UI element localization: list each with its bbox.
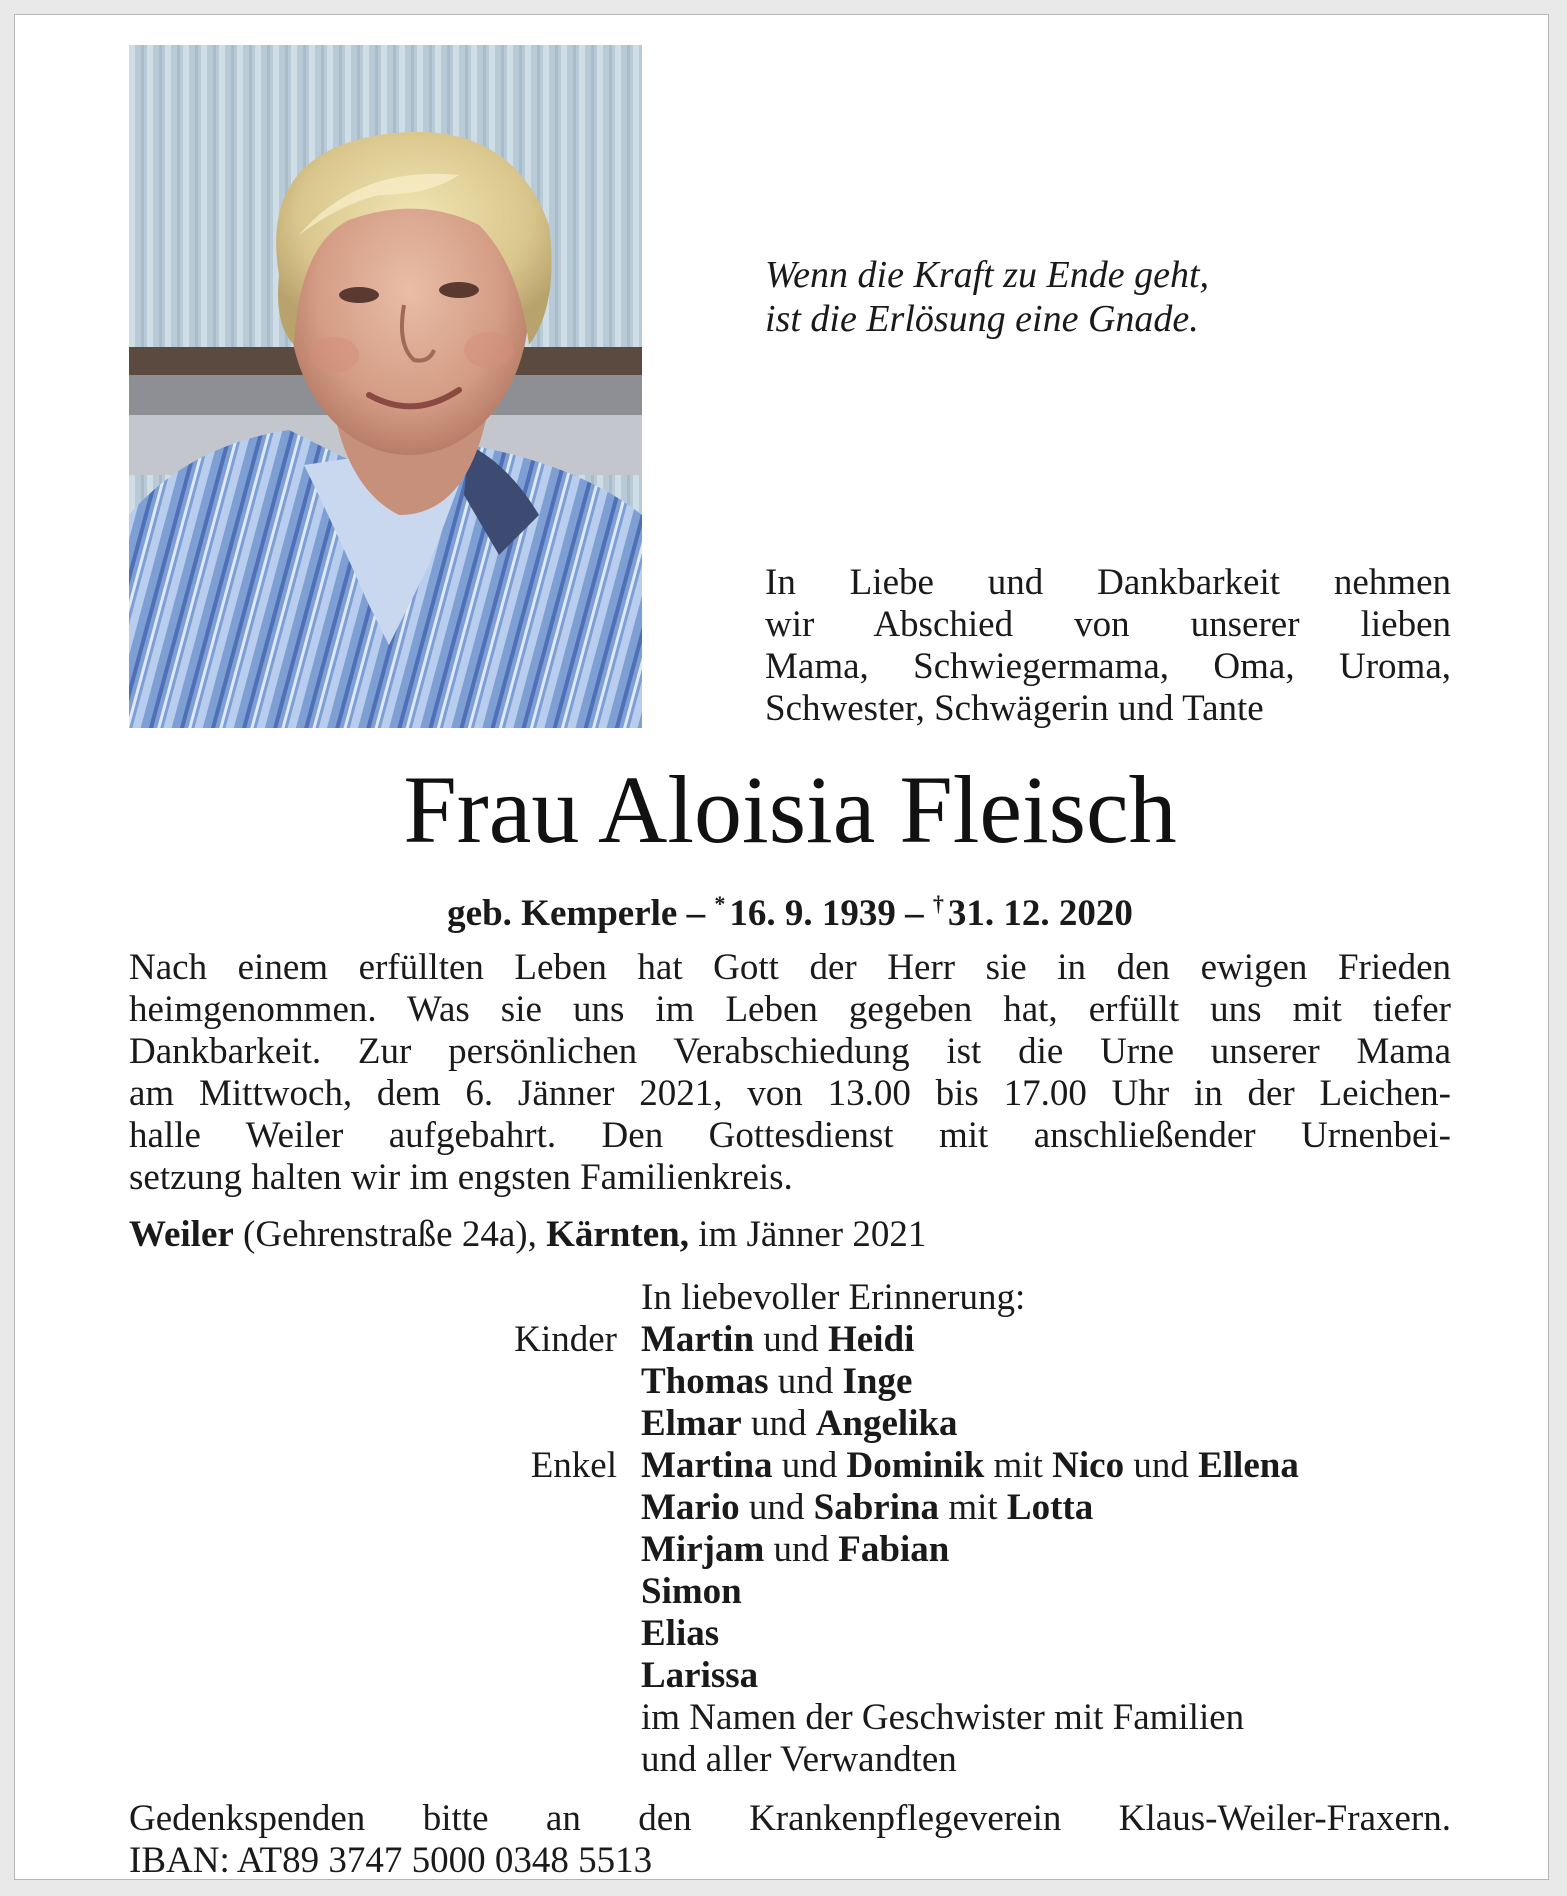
connector: und: [763, 1319, 819, 1360]
great-grandchild-name: Nico: [1052, 1445, 1125, 1486]
family-row: [129, 1361, 1451, 1403]
family-row: [129, 1613, 1451, 1655]
relatives-line: und aller Verwandten: [641, 1739, 957, 1780]
children-pair: [641, 1319, 1451, 1361]
children-label: Kinder: [514, 1319, 617, 1360]
family-row: [129, 1739, 1451, 1781]
address: (Gehrenstraße 24a),: [243, 1214, 537, 1255]
place-date-line: [129, 1214, 1451, 1256]
intro-line: Schwester, Schwägerin und Tante: [765, 688, 1264, 729]
portrait-illustration: [129, 45, 642, 728]
family-heading: In liebevoller Erinnerung:: [641, 1277, 1026, 1318]
life-dates: [129, 883, 1451, 935]
connector: und: [781, 1445, 838, 1486]
partner-name: Angelika: [815, 1403, 958, 1444]
connector: und: [777, 1361, 834, 1402]
grandchild-name: Mirjam: [641, 1529, 765, 1570]
connector: und: [748, 1487, 805, 1528]
grandchildren-group: [641, 1529, 1451, 1571]
date-line: im Jänner 2021: [698, 1214, 927, 1255]
family-row: [129, 1403, 1451, 1445]
siblings-line: im Namen der Geschwister mit Familien: [641, 1697, 1245, 1738]
child-name: Thomas: [641, 1361, 769, 1402]
intro-line: Mama, Schwiegermama, Oma, Uroma,: [765, 646, 1451, 687]
region: Kärnten,: [546, 1214, 689, 1255]
died-symbol: †: [932, 891, 944, 916]
partner-name: Heidi: [828, 1319, 915, 1360]
grandchildren-group: [641, 1487, 1451, 1529]
child-name: Elmar: [641, 1403, 742, 1444]
children-pair: [641, 1361, 1451, 1403]
separator-dash: –: [686, 893, 706, 934]
partner-name: Dominik: [846, 1445, 985, 1486]
body-line: setzung halten wir im engsten Familienkreis.: [129, 1157, 793, 1198]
grandchildren-group: [641, 1445, 1451, 1487]
connector: mit: [993, 1445, 1043, 1486]
intro-line: wir Abschied von unserer lieben: [765, 604, 1451, 645]
obituary-page: [14, 14, 1549, 1880]
great-grandchild-name: Ellena: [1198, 1445, 1299, 1486]
family-row: [129, 1697, 1451, 1739]
body-line: halle Weiler aufgebahrt. Den Gottesdienst mit anschließender Urnenbei-: [129, 1115, 1451, 1156]
family-row: [129, 1655, 1451, 1697]
grandchild-name: Mario: [641, 1487, 740, 1528]
connector: mit: [948, 1487, 998, 1528]
body-line: Nach einem erfüllten Leben hat Gott der Herr sie in den ewigen Frieden: [129, 947, 1451, 988]
quote: [765, 253, 1425, 341]
birth-name: geb. Kemperle: [447, 893, 678, 934]
family-list: [129, 1277, 1451, 1781]
separator-dash: –: [905, 893, 924, 934]
donation-text: Gedenkspenden bitte an den Krankenpflegeverein Klaus-Weiler-Fraxern.: [129, 1798, 1451, 1839]
partner-name: Inge: [842, 1361, 913, 1402]
iban-text: IBAN: AT89 3747 5000 0348 5513: [129, 1840, 653, 1881]
grandchild-name: Martina: [641, 1445, 773, 1486]
grandchild-name: Larissa: [641, 1655, 759, 1696]
children-pair: [641, 1403, 1451, 1445]
body-line: am Mittwoch, dem 6. Jänner 2021, von 13.00 bis 17.00 Uhr in der Leichen-: [129, 1073, 1451, 1114]
partner-name: Sabrina: [813, 1487, 940, 1528]
connector: und: [750, 1403, 807, 1444]
great-grandchild-name: Lotta: [1006, 1487, 1094, 1528]
body-line: heimgenommen. Was sie uns im Leben gegeben hat, erfüllt uns mit tiefer: [129, 989, 1451, 1030]
birth-date: 16. 9. 1939: [729, 893, 896, 934]
family-row: [129, 1529, 1451, 1571]
connector: und: [773, 1529, 830, 1570]
family-row: [129, 1445, 1451, 1487]
quote-line: ist die Erlösung eine Gnade.: [765, 298, 1199, 340]
grandchild-name: Simon: [641, 1571, 742, 1612]
death-date: 31. 12. 2020: [947, 893, 1133, 934]
intro-text: [765, 562, 1451, 730]
grandchildren-label: Enkel: [530, 1445, 617, 1486]
body-text: [129, 947, 1451, 1199]
born-symbol: *: [714, 891, 726, 916]
family-row: [129, 1277, 1451, 1319]
body-line: Dankbarkeit. Zur persönlichen Verabschiedung ist die Urne unserer Mama: [129, 1031, 1451, 1072]
family-row: [129, 1487, 1451, 1529]
partner-name: Fabian: [838, 1529, 950, 1570]
connector: und: [1133, 1445, 1189, 1486]
grandchild-name: Elias: [641, 1613, 720, 1654]
donation-footer: [129, 1798, 1451, 1882]
family-row: [129, 1319, 1451, 1361]
portrait-photo: [129, 45, 642, 728]
deceased-name: Frau Aloisia Fleisch: [403, 756, 1177, 863]
family-row: [129, 1571, 1451, 1613]
town: Weiler: [129, 1214, 234, 1255]
quote-line: Wenn die Kraft zu Ende geht,: [765, 254, 1209, 296]
child-name: Martin: [641, 1319, 755, 1360]
intro-line: In Liebe und Dankbarkeit nehmen: [765, 562, 1451, 603]
